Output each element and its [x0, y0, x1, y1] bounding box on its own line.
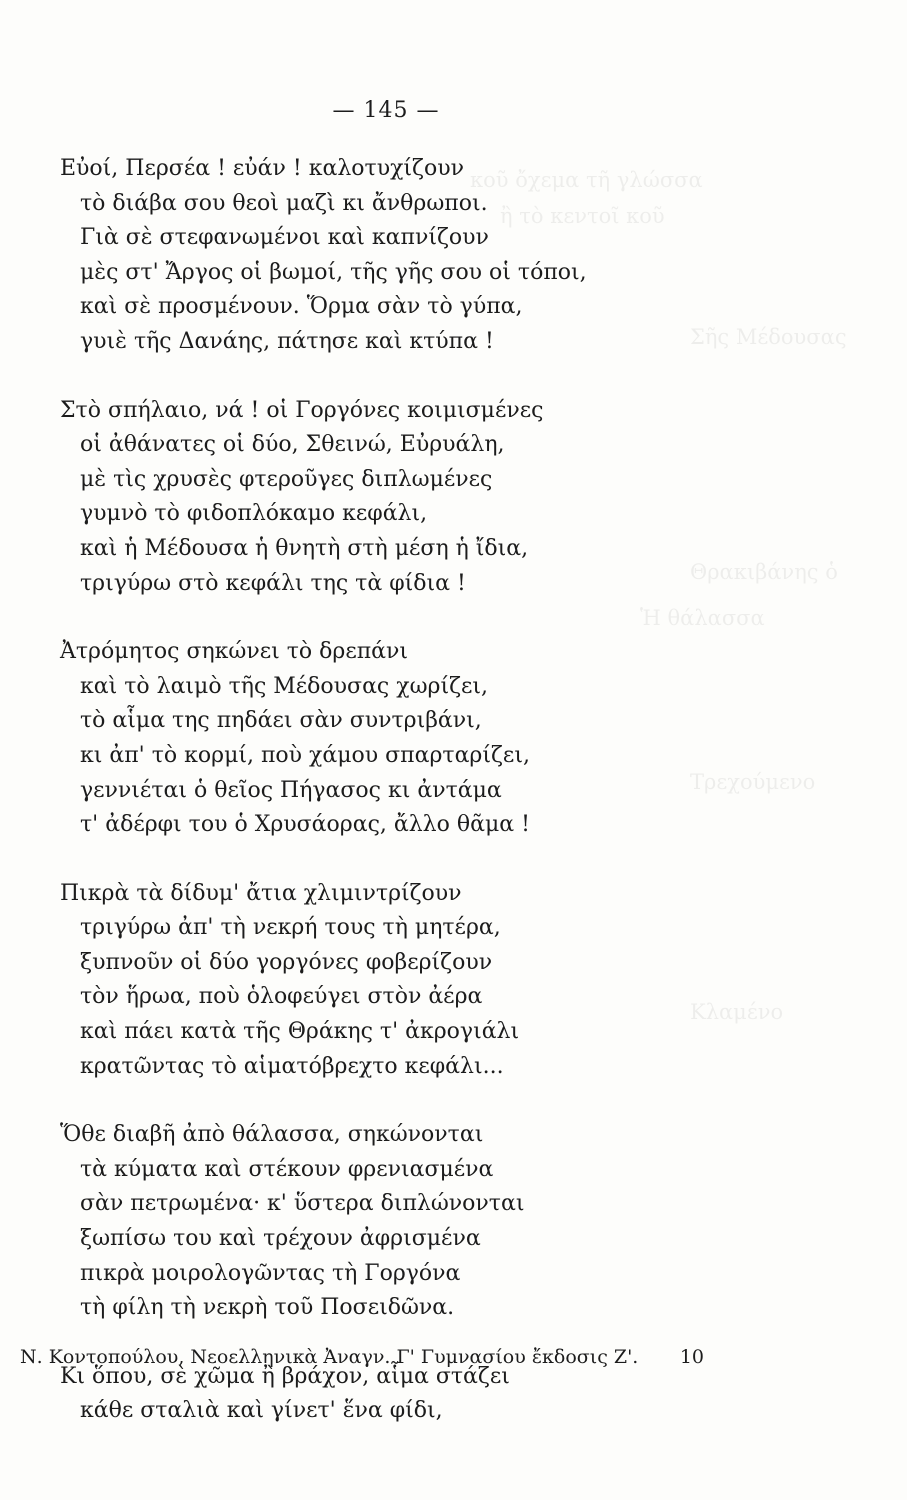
- poem-line: γυιὲ τῆς Δανάης, πάτησε καὶ κτύπα !: [80, 328, 494, 354]
- poem-line: τριγύρω ἀπ' τὴ νεκρή τους τὴ μητέρα,: [80, 915, 501, 941]
- poem-line: μὲς στ' Ἄργος οἱ βωμοί, τῆς γῆς σου οἱ τόποι,: [80, 259, 587, 285]
- poem-line: κι ἀπ' τὸ κορμί, ποὺ χάμου σπαρταρίζει,: [80, 742, 530, 768]
- poem-line: Κι ὅπου, σὲ χῶμα ἢ βράχον, αἷμα στάζει: [60, 1363, 510, 1389]
- poem-line: ξυπνοῦν οἱ δύο γοργόνες φοβερίζουν: [80, 949, 493, 975]
- bleed-through-text: κοῦ ὄχεμα τῆ γλώσσα ἢ τὸ κεντοῖ κοῦ Σῆς Μέδουσας Θρακιβάνης ὁ Ἡ θάλασσα Τρεχούμενο Κλαμένο: [470, 168, 847, 1024]
- stanza: [60, 394, 760, 602]
- poem-line: Ἀτρόμητος σηκώνει τὸ δρεπάνι: [60, 639, 409, 665]
- poem-line: πικρὰ μοιρολογῶντας τὴ Γοργόνα: [80, 1260, 461, 1286]
- poem-line: τὸ αἷμα της πηδάει σὰν συντριβάνι,: [80, 708, 482, 734]
- footer-citation: Ν. Κοντοπούλου, Νεοελληνικὰ Ἀναγν. Γ' Γυμνασίου ἔκδοσις Ζ'.: [20, 1346, 639, 1368]
- poem-line: μὲ τὶς χρυσὲς φτεροῦγες διπλωμένες: [80, 466, 493, 492]
- poem-line: Πικρὰ τὰ δίδυμ' ἄτια χλιμιντρίζουν: [60, 880, 462, 906]
- poem-line: Ὅθε διαβῆ ἀπὸ θάλασσα, σηκώνονται: [60, 1122, 484, 1148]
- page-number: — 145 —: [332, 98, 440, 123]
- poem-line: Στὸ σπήλαιο, νά ! οἱ Γοργόνες κοιμισμένες: [60, 397, 544, 423]
- poem-line: τὴ φίλη τὴ νεκρὴ τοῦ Ποσειδῶνα.: [80, 1295, 455, 1321]
- poem-line: τ' ἀδέρφι του ὁ Χρυσάορας, ἄλλο θᾶμα !: [80, 812, 530, 838]
- stanza: [60, 877, 760, 1085]
- poem-line: καὶ σὲ προσμένουν. Ὅρμα σὰν τὸ γύπα,: [80, 294, 523, 320]
- poem-line: σὰν πετρωμένα· κ' ὕστερα διπλώνονται: [80, 1191, 525, 1217]
- stanza: [60, 1118, 760, 1326]
- poem-line: τὸ διάβα σου θεοὶ μαζὶ κι ἄνθρωποι.: [80, 190, 488, 216]
- poem-line: καὶ πάει κατὰ τῆς Θράκης τ' ἀκρογιάλι: [80, 1019, 520, 1045]
- poem-line: γυμνὸ τὸ φιδοπλόκαμο κεφάλι,: [80, 501, 428, 527]
- poem-line: κρατῶντας τὸ αἱματόβρεχτο κεφάλι...: [80, 1053, 504, 1079]
- poem-line: τὸν ἥρωα, ποὺ ὁλοφεύγει στὸν ἀέρα: [80, 984, 483, 1010]
- poem-line: κάθε σταλιὰ καὶ γίνετ' ἕνα φίδι,: [80, 1398, 443, 1424]
- poem-line: γεννιέται ὁ θεῖος Πήγασος κι ἀντάμα: [80, 777, 502, 803]
- poem-body: [60, 152, 760, 1463]
- page-footer: [20, 1346, 704, 1368]
- signature-mark: 10: [679, 1346, 704, 1368]
- stanza: [60, 1360, 760, 1429]
- poem-line: Εὐοί, Περσέα ! εὐάν ! καλοτυχίζουν: [60, 156, 464, 181]
- poem-line: καὶ τὸ λαιμὸ τῆς Μέδουσας χωρίζει,: [80, 673, 489, 699]
- poem-line: οἱ ἀθάνατες οἱ δύο, Σθεινώ, Εὐρυάλη,: [80, 432, 505, 458]
- poem-line: ξωπίσω του καὶ τρέχουν ἀφρισμένα: [80, 1226, 481, 1252]
- stanza: [60, 635, 760, 843]
- poem-line: τὰ κύματα καὶ στέκουν φρενιασμένα: [80, 1156, 494, 1182]
- poem-line: τριγύρω στὸ κεφάλι της τὰ φίδια !: [80, 570, 466, 596]
- stanza: [60, 152, 760, 360]
- poem-line: καὶ ἡ Μέδουσα ἡ θνητὴ στὴ μέση ἡ ἴδια,: [80, 535, 529, 561]
- poem-line: Γιὰ σὲ στεφανωμένοι καὶ καπνίζουν: [80, 225, 489, 251]
